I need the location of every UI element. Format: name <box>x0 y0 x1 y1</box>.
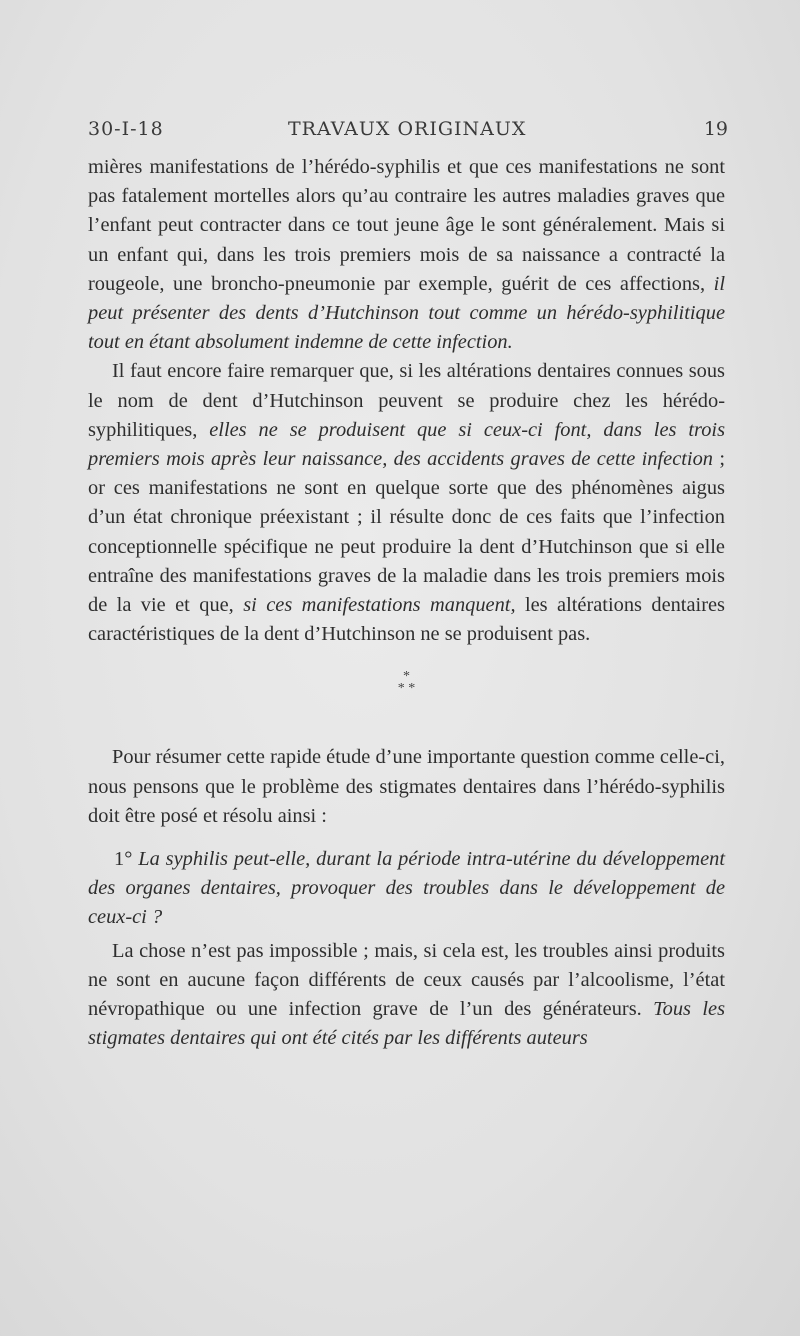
paragraph-2-italic-b: si ces manifestations manquent, <box>243 594 516 617</box>
header-section-title: TRAVAUX ORIGINAUX <box>288 118 527 140</box>
paragraph-4-italic: Tous les stigmates dentaires qui ont été cités par les différents auteurs <box>88 998 725 1050</box>
paragraph-2-italic-a: elles ne se produisent que si ceux-ci font, dans les trois premiers mois après leur naissance, des accidents graves de cette infection <box>88 418 725 471</box>
running-header <box>88 118 728 148</box>
paragraph-2-text-c: les altérations dentaires caractéristiques de la dent d’Hutchinson ne se produisent pas. <box>88 594 725 646</box>
paragraph-1-italic: il peut présenter des dents d’Hutchinson tout comme un hérédo-syphilitique tout en étant absolument indemne de cette infection. <box>88 272 725 354</box>
separator-star-top: * <box>403 669 410 685</box>
paragraph-1-text: mières manifestations de l’hérédo-syphilis et que ces manifestations ne sont pas fatalement mortelles alors qu’au contraire les autres maladies graves que l’enfant peut contracter dans ce tout jeune âge le sont généralement. Mais si un enfant qui, dans les trois premiers mois de sa naissance a contracté la rougeole, une broncho-pneumonie par exemple, guérit de ces affections, <box>88 156 725 295</box>
paragraph-2-text-b: ; or ces manifestations ne sont en quelque sorte que des phénomènes aigus d’un état chronique préexistant ; il résulte donc de ces faits que l’infection conceptionnelle spécifique ne peut produire la dent d’Hutchinson que si elle entraîne des manifestations graves de la maladie dans les trois premiers mois de la vie et que, <box>88 448 725 617</box>
paragraph-1 <box>88 153 725 357</box>
section-separator <box>88 671 725 695</box>
body-text <box>88 153 725 1053</box>
spacer <box>88 831 725 845</box>
paragraph-2 <box>88 357 725 649</box>
header-date: 30-I-18 <box>88 118 164 140</box>
question-text: La syphilis peut-elle, durant la période intra-utérine du développement des organes dentaires, provoquer des troubles dans le développement de ceux-ci ? <box>88 848 725 929</box>
question-number: 1° <box>114 848 133 871</box>
numbered-question-1 <box>88 845 725 933</box>
paragraph-4 <box>88 937 725 1054</box>
page-number: 19 <box>703 118 728 140</box>
paragraph-2-text-a: Il faut encore faire remarquer que, si les altérations dentaires connues sous le nom de dent d’Hutchinson peuvent se produire chez les hérédo-syphilitiques, <box>88 360 725 441</box>
separator-stars-bottom: * * <box>397 681 416 697</box>
paragraph-4-text: La chose n’est pas impossible ; mais, si cela est, les troubles ainsi produits ne sont en aucune façon différents de ceux causés par l’alcoolisme, l’état névropathique ou une infection grave de l’un des générateurs. <box>88 939 725 1021</box>
paragraph-3: Pour résumer cette rapide étude d’une importante question comme celle-ci, nous pensons que le problème des stigmates dentaires dans l’hérédo-syphilis doit être posé et résolu ainsi : <box>88 746 725 827</box>
